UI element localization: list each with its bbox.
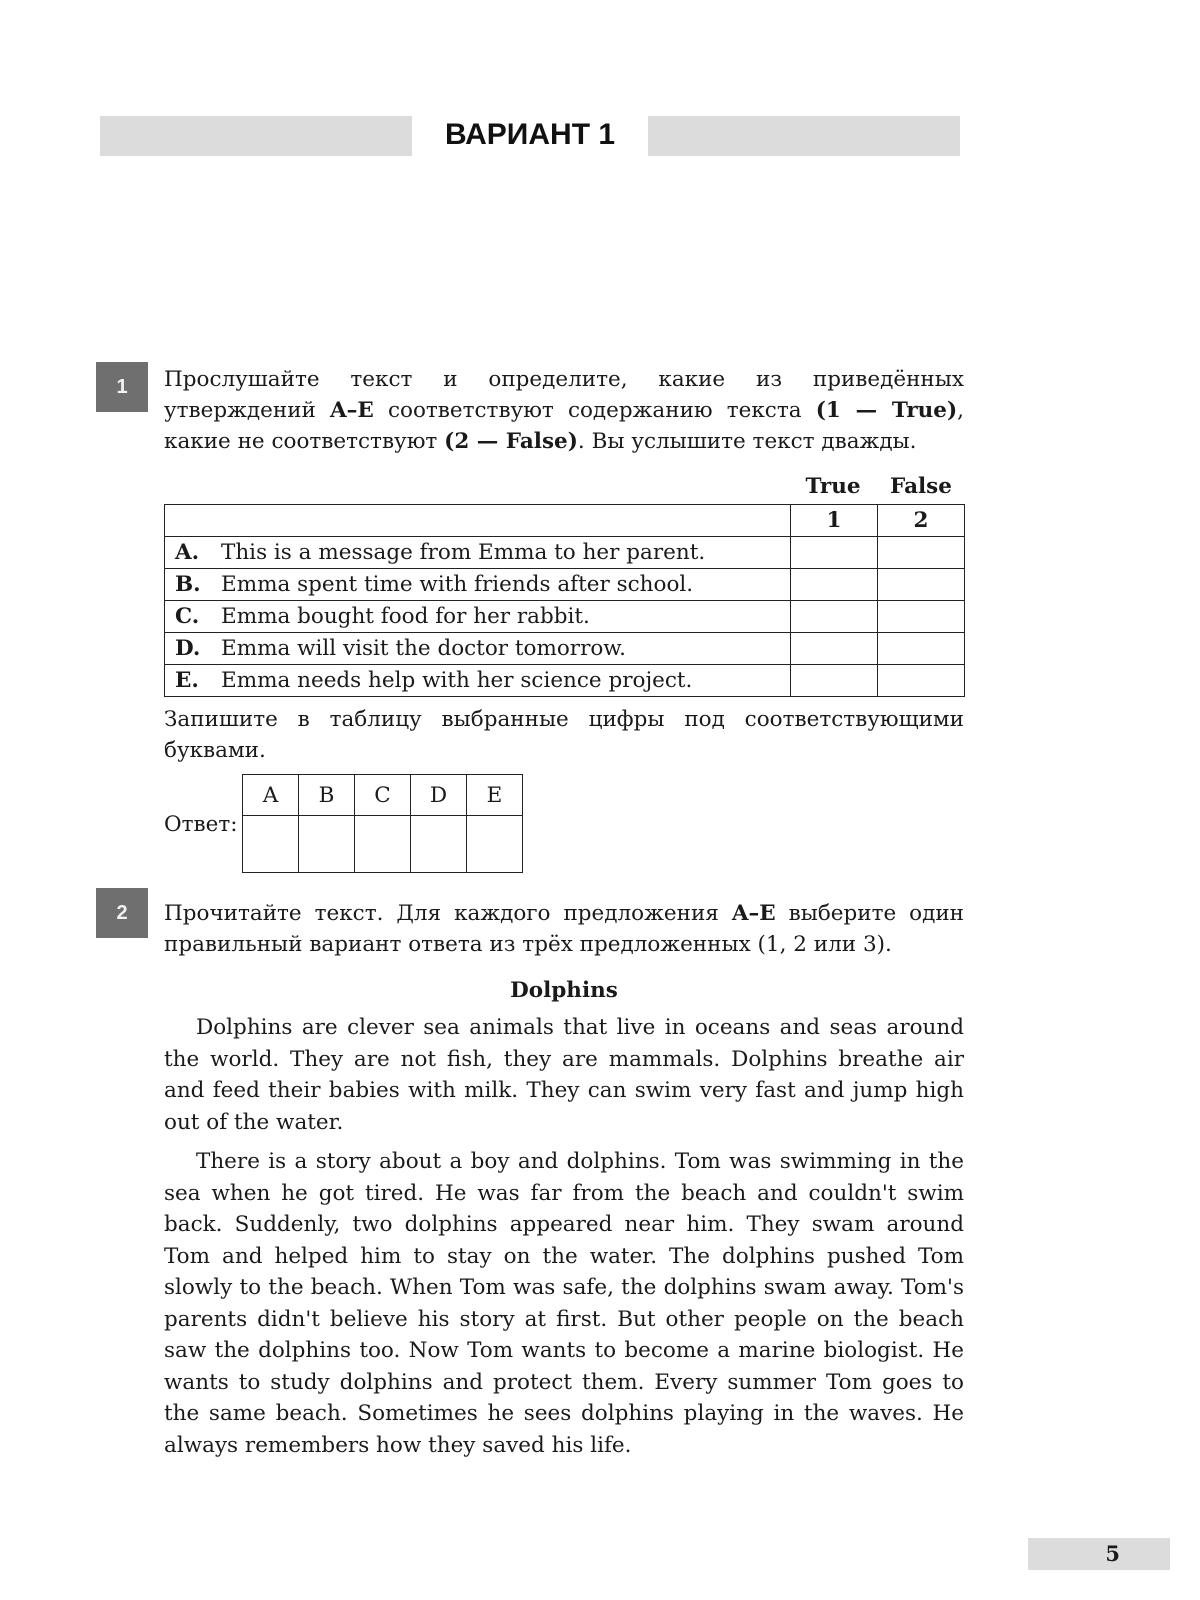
table-row [165, 537, 965, 569]
statement-letter: A. [175, 540, 200, 565]
statement-text: Emma will visit the doctor tomorrow. [221, 636, 626, 661]
table-row [165, 569, 965, 601]
statement-cell [165, 665, 791, 697]
statement-text: Emma bought food for her rabbit. [221, 604, 590, 629]
true-answer-cell[interactable] [791, 537, 878, 569]
header-bar-left [100, 116, 412, 156]
statement-cell [165, 601, 791, 633]
statements-table [164, 504, 965, 697]
answer-input-cell[interactable] [299, 816, 355, 873]
statement-text: Emma spent time with friends after school. [221, 572, 694, 597]
true-answer-cell[interactable] [791, 633, 878, 665]
answer-input-cell[interactable] [243, 816, 299, 873]
answer-table [242, 774, 523, 873]
statement-letter: C. [175, 604, 200, 629]
page-number-bar [1028, 1538, 1170, 1570]
story-paragraph-1: Dolphins are clever sea animals that live in oceans and seas around the world. They are not fish, they are mammals. Dolphins breathe air and feed their babies with milk. They can swim very fast and jump high out of the water. [164, 1015, 964, 1135]
answer-letter: D [411, 775, 467, 816]
answer-letter: B [299, 775, 355, 816]
true-heading: True [805, 474, 861, 499]
statement-letter: D. [175, 636, 201, 661]
statement-text: Emma needs help with her science project. [221, 668, 693, 693]
false-answer-cell[interactable] [878, 601, 965, 633]
answer-instruction: Запишите в таблицу выбранные цифры под соответствующими буквами. [164, 707, 964, 763]
answer-input-row [243, 816, 523, 873]
statement-cell [165, 537, 791, 569]
answer-input-cell[interactable] [467, 816, 523, 873]
table-row [165, 665, 965, 697]
statement-letter: B. [175, 572, 201, 597]
blank-cell [165, 505, 791, 537]
task-1-instruction: Прослушайте текст и определите, какие из приведённых утверждений A–E соответствуют содержанию текста (1 — True), какие не соответствуют (2 — False). Вы услышите текст дважды. [164, 367, 964, 454]
false-answer-cell[interactable] [878, 537, 965, 569]
false-answer-cell[interactable] [878, 633, 965, 665]
answer-letter: E [467, 775, 523, 816]
answer-letter: C [355, 775, 411, 816]
true-false-headings [790, 474, 965, 504]
true-answer-cell[interactable] [791, 569, 878, 601]
answer-letters-row [243, 775, 523, 816]
answer-input-cell[interactable] [355, 816, 411, 873]
page-number: 5 [1105, 1541, 1120, 1566]
statement-cell [165, 569, 791, 601]
answer-letter: A [243, 775, 299, 816]
variant-title: ВАРИАНТ 1 [444, 118, 616, 151]
false-answer-cell[interactable] [878, 665, 965, 697]
false-heading: False [890, 474, 952, 499]
false-number-cell: 2 [878, 505, 965, 537]
table-row [165, 633, 965, 665]
task-2-instruction: Прочитайте текст. Для каждого предложения A–E выберите один правильный вариант ответа из трёх предложенных (1, 2 или 3). [164, 901, 964, 957]
task-1-number: 1 [96, 362, 148, 412]
statement-letter: E. [175, 668, 199, 693]
true-number-cell: 1 [791, 505, 878, 537]
true-answer-cell[interactable] [791, 601, 878, 633]
header-bar-right [648, 116, 960, 156]
story-paragraph-2: There is a story about a boy and dolphins. Tom was swimming in the sea when he got tired. He was far from the beach and couldn't swim back. Suddenly, two dolphins appeared near him. They swam around Tom and helped him to stay on the water. The dolphins pushed Tom slowly to the beach. When Tom was safe, the dolphins swam away. Tom's parents didn't believe his story at first. But other people on the beach saw the dolphins too. Now Tom wants to become a marine biologist. He wants to study dolphins and protect them. Every summer Tom goes to the same beach. Sometimes he sees dolphins playing in the waves. He always remembers how they saved his life. [164, 1149, 964, 1458]
table-header-row [165, 505, 965, 537]
statement-cell [165, 633, 791, 665]
table-row [165, 601, 965, 633]
answer-label: Ответ: [164, 812, 238, 837]
true-answer-cell[interactable] [791, 665, 878, 697]
false-answer-cell[interactable] [878, 569, 965, 601]
answer-input-cell[interactable] [411, 816, 467, 873]
task-2-number: 2 [96, 888, 148, 938]
story-title: Dolphins [510, 978, 618, 1003]
statement-text: This is a message from Emma to her parent. [221, 540, 706, 565]
